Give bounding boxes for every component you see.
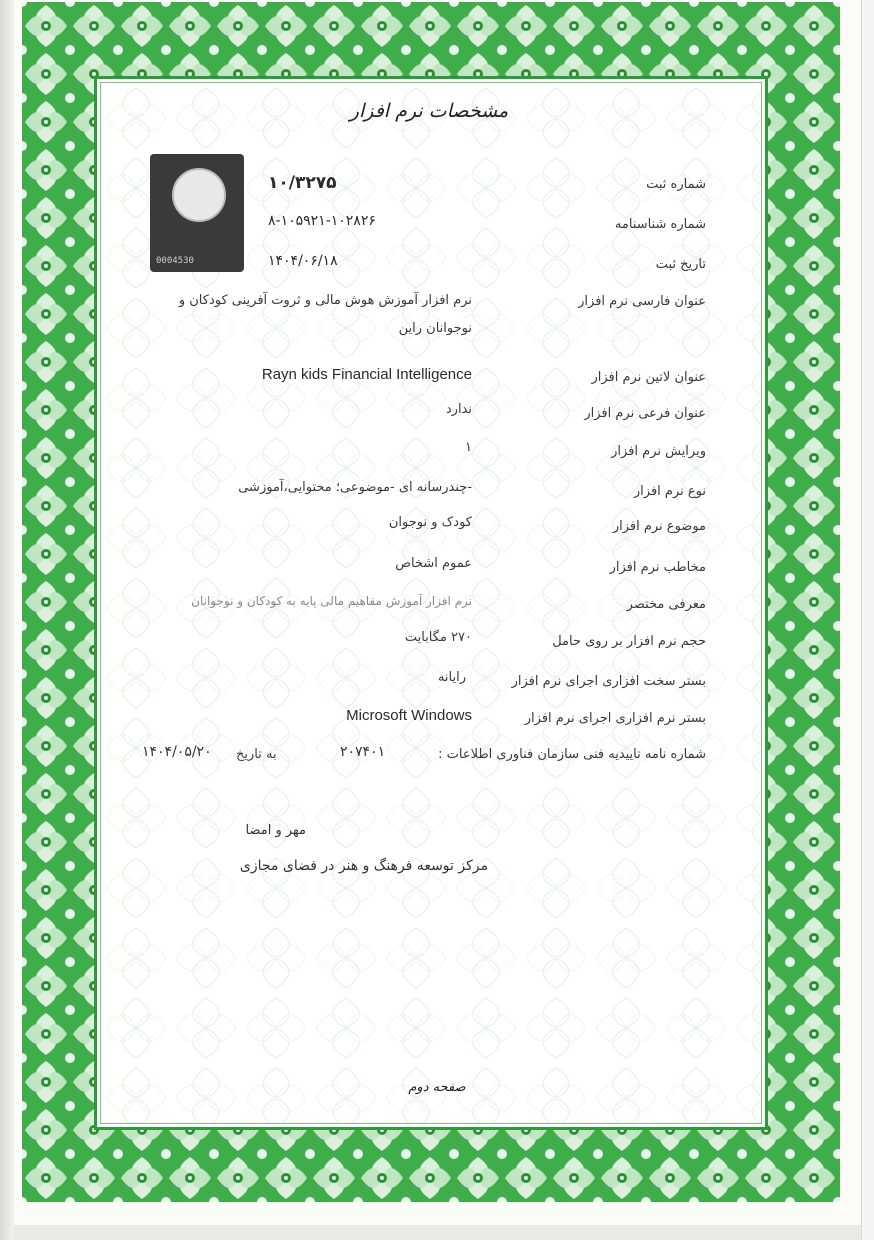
page-label: صفحه دوم xyxy=(408,1080,466,1095)
organization-name: مرکز توسعه فرهنگ و هنر در فضای مجازی xyxy=(239,858,488,874)
certificate-date-label: به تاریخ xyxy=(236,747,277,762)
field-label-latin-title: عنوان لاتین نرم افزار xyxy=(591,370,706,385)
field-value-subject: کودک و نوجوان xyxy=(388,515,472,530)
field-label-summary: معرفی مختصر xyxy=(626,597,706,612)
field-label-audience: مخاطب نرم افزار xyxy=(609,560,706,575)
field-value-summary: نرم افزار آموزش مفاهیم مالی پایه به کودکان و نوجوانان xyxy=(191,594,472,608)
registration-label: شماره ثبت xyxy=(646,177,706,192)
field-label-persian-title: عنوان فارسی نرم افزار xyxy=(578,294,706,309)
field-value-latin-title: Rayn kids Financial Intelligence xyxy=(261,366,472,383)
id-number: ۸-۱۰۵۹۲۱-۱۰۲۸۲۶ xyxy=(268,213,376,229)
page-right-edge xyxy=(861,0,874,1240)
field-label-edition: ویرایش نرم افزار xyxy=(611,444,706,459)
field-label-platform: بستر نرم افزاری اجرای نرم افزار xyxy=(524,711,706,726)
reg-date: ۱۴۰۴/۰۶/۱۸ xyxy=(268,253,338,269)
field-value-size: ۲۷۰ مگابایت xyxy=(404,630,472,645)
field-value-audience: عموم اشخاص xyxy=(395,556,472,571)
field-value-edition: ۱ xyxy=(465,440,472,455)
field-value-persian-title: نرم افزار آموزش هوش مالی و ثروت آفرینی کودکان و نوجوانان راین xyxy=(178,293,472,336)
seal-code: 0004530 xyxy=(156,256,194,266)
certificate-number: ۲۰۷۴۰۱ xyxy=(340,744,386,760)
field-value-subtitle: ندارد xyxy=(445,402,472,417)
hologram-seal xyxy=(150,154,244,272)
field-value-platform: Microsoft Windows xyxy=(346,707,472,724)
field-label-size: حجم نرم افزار بر روی حامل xyxy=(552,634,706,649)
field-label-subject: موضوع نرم افزار xyxy=(612,519,706,534)
stamp-label: مهر و امضا xyxy=(245,823,306,838)
page-title: مشخصات نرم افزار xyxy=(349,100,509,122)
field-label-hardware: بستر سخت افزاری اجرای نرم افزار xyxy=(511,674,706,689)
id-number-label: شماره شناسنامه xyxy=(614,217,706,232)
field-label-type: نوع نرم افزار xyxy=(633,484,706,499)
field-value-hardware: رایانه xyxy=(437,670,466,685)
scan-edge xyxy=(0,0,14,1240)
emblem-icon xyxy=(172,168,226,222)
registration-number: ۱۰/۳۲۷۵ xyxy=(268,173,337,193)
field-label-subtitle: عنوان فرعی نرم افزار xyxy=(584,406,706,421)
field-value-type: -چندرسانه ای -موضوعی؛ محتوایی،آموزشی xyxy=(238,480,472,495)
reg-date-label: تاریخ ثبت xyxy=(655,257,706,272)
certificate-label: شماره نامه تاییدیه فنی سازمان فناوری اطلاعات : xyxy=(438,747,706,762)
certificate-date: ۱۴۰۴/۰۵/۲۰ xyxy=(142,744,212,760)
